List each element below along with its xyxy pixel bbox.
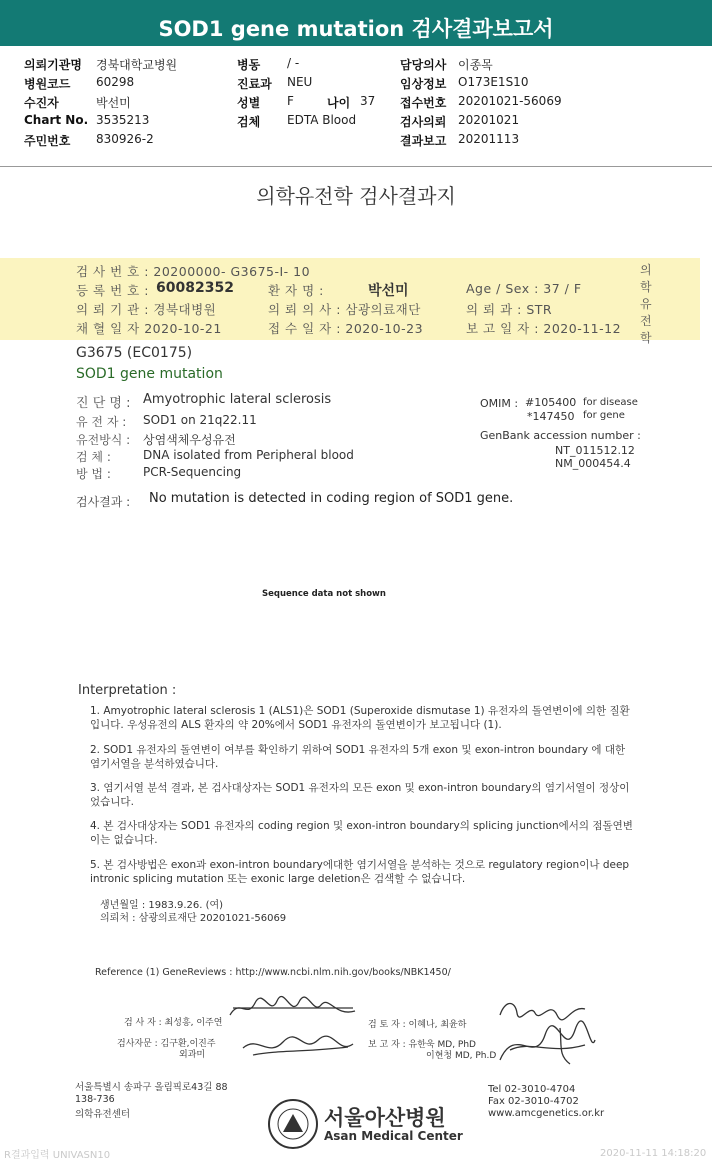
requesting-doctor: 의 뢰 의 사 : 삼광의료재단 bbox=[268, 302, 421, 317]
consultant-label-2: 외과미 bbox=[179, 1050, 206, 1060]
patient-name-value: 박선미 bbox=[368, 283, 409, 299]
test-name: SOD1 gene mutation bbox=[76, 366, 223, 382]
requesting-dept: 의 뢰 과 : STR bbox=[466, 302, 553, 317]
address-line-2: 138-736 bbox=[75, 1094, 115, 1105]
hospital-code-value: 60298 bbox=[96, 75, 135, 89]
report-date-label: 결과보고 bbox=[400, 134, 447, 148]
report-sheet-title: 의학유전학 검사결과지 bbox=[256, 184, 456, 208]
gene-label: 유 전 자 : bbox=[76, 415, 127, 429]
patient-name-label: 환 자 명 : bbox=[268, 283, 324, 298]
sequence-note: Sequence data not shown bbox=[262, 589, 386, 599]
omim-gene-note: for gene bbox=[583, 410, 625, 421]
specimen-type-value: DNA isolated from Peripheral blood bbox=[143, 448, 354, 462]
request-date-value: 20201021 bbox=[458, 113, 520, 127]
doctor-value: 이종목 bbox=[458, 58, 493, 72]
report-title: SOD1 gene mutation 검사결과보고서 bbox=[158, 17, 554, 41]
age-label: 나이 bbox=[327, 96, 351, 110]
reporter-label: 보 고 자 : 유한욱 MD, PhD bbox=[368, 1040, 476, 1050]
patient-value: 박선미 bbox=[96, 96, 131, 110]
diagnosis-value: Amyotrophic lateral sclerosis bbox=[143, 392, 332, 407]
ward-label: 병동 bbox=[237, 58, 261, 72]
resident-no-label: 주민번호 bbox=[24, 134, 71, 148]
birth-date: 생년월일 : 1983.9.26. (여) bbox=[100, 900, 224, 911]
registration-value: 60082352 bbox=[156, 280, 234, 296]
diagnosis-label: 진 단 명 : bbox=[76, 396, 131, 411]
method-label: 방 법 : bbox=[76, 467, 111, 481]
asan-foundation-seal bbox=[267, 1098, 319, 1150]
omim-disease-id: #105400 bbox=[525, 396, 577, 409]
consultant-label: 검사자문 : 김구환,이진주 bbox=[117, 1039, 216, 1049]
header-divider bbox=[0, 166, 712, 167]
patient-label: 수진자 bbox=[24, 96, 59, 110]
received-date: 접 수 일 자 : 2020-10-23 bbox=[268, 321, 424, 336]
ward-value: / - bbox=[287, 56, 300, 70]
genbank-nm: NM_000454.4 bbox=[555, 457, 631, 470]
requesting-org: 의 뢰 기 관 : 경북대병원 bbox=[76, 302, 217, 317]
collection-date: 채 혈 일 자 2020-10-21 bbox=[76, 321, 222, 336]
chart-no-value: 3535213 bbox=[96, 113, 150, 127]
examiner-signature bbox=[225, 993, 360, 1023]
omim-disease-note: for disease bbox=[583, 397, 638, 408]
exam-number: 검 사 번 호 : 20200000- G3675-I- 10 bbox=[76, 264, 311, 279]
registration-label: 등 록 번 호 : bbox=[76, 283, 149, 298]
report-title-bar bbox=[0, 0, 712, 46]
address-line-3: 의학유전센터 bbox=[75, 1109, 131, 1120]
hospital-logo-english: Asan Medical Center bbox=[324, 1129, 463, 1143]
requester-info: 의뢰처 : 삼광의료재단 20201021-56069 bbox=[100, 913, 287, 924]
resident-no-value: 830926-2 bbox=[96, 132, 154, 146]
phone: Tel 02-3010-4704 bbox=[488, 1084, 576, 1095]
org-label: 의뢰기관명 bbox=[24, 58, 82, 72]
receipt-no-value: 20201021-56069 bbox=[458, 94, 562, 108]
examiner-label: 검 사 자 : 최성흥, 이주연 bbox=[124, 1018, 223, 1028]
inheritance-label: 유전방식 : bbox=[76, 433, 131, 447]
reported-date: 보 고 일 자 : 2020-11-12 bbox=[466, 321, 622, 336]
sex-label: 성별 bbox=[237, 96, 261, 110]
header-col-1 bbox=[24, 56, 178, 151]
interpretation-item: 2. SOD1 유전자의 돌연변이 여부를 확인하기 위하여 SOD1 유전자의 5개 exon 및 exon-intron boundary 에 대한 염기서열을 분석하였습니다. bbox=[90, 744, 626, 770]
method-value: PCR-Sequencing bbox=[143, 465, 242, 479]
report-date-value: 20201113 bbox=[458, 132, 520, 146]
interpretation-item: 3. 염기서열 분석 결과, 본 검사대상자는 SOD1 유전자의 모든 exon 및 exon-intron boundary의 염기서열이 정상이었습니다. bbox=[90, 782, 630, 808]
clinical-info-label: 임상정보 bbox=[400, 77, 447, 91]
result-value: No mutation is detected in coding region of SOD1 gene. bbox=[149, 491, 514, 506]
clinical-info-value: O173E1S10 bbox=[458, 75, 529, 89]
gene-value: SOD1 on 21q22.11 bbox=[143, 413, 257, 427]
specimen-label: 검체 bbox=[237, 115, 261, 129]
header-col-2 bbox=[237, 56, 376, 132]
interpretation-item: 5. 본 검사방법은 exon과 exon-intron boundary에대한 염기서열을 분석하는 것으로 regulatory region이나 deep intronic splicing mutation 또는 exonic large deletion은 검색할 수 없습니다. bbox=[90, 859, 630, 885]
interpretation-title: Interpretation : bbox=[78, 683, 177, 698]
hospital-code-label: 병원코드 bbox=[24, 77, 71, 91]
inheritance-value: 상염색체우성유전 bbox=[143, 433, 236, 447]
specimen-value: EDTA Blood bbox=[287, 113, 357, 127]
specimen-type-label: 검 체 : bbox=[76, 450, 111, 464]
interpretation-item: 4. 본 검사대상자는 SOD1 유전자의 coding region 및 exon-intron boundary의 splicing junction에서의 점돌연변이는 없습니다. bbox=[90, 820, 633, 846]
genbank-nt: NT_011512.12 bbox=[555, 444, 635, 457]
side-department-text: 의학유전학 bbox=[640, 263, 652, 345]
reviewer-label: 검 토 자 : 이혜나, 최윤하 bbox=[368, 1020, 467, 1030]
address-line-1: 서울특별시 송파구 올림픽로43길 88 bbox=[75, 1082, 228, 1093]
omim-gene-id: *147450 bbox=[527, 410, 575, 423]
header-col-3 bbox=[400, 56, 562, 151]
reference: Reference (1) GeneReviews : http://www.ncbi.nlm.nih.gov/books/NBK1450/ bbox=[95, 967, 451, 978]
genbank-label: GenBank accession number : bbox=[480, 429, 641, 442]
request-date-label: 검사의뢰 bbox=[400, 115, 447, 129]
footer-system-id: R결과입력 UNIVASN10 bbox=[4, 1150, 111, 1161]
age-sex: Age / Sex : 37 / F bbox=[466, 281, 582, 296]
interpretation-item: 1. Amyotrophic lateral sclerosis 1 (ALS1)은 SOD1 (Superoxide dismutase 1) 유전자의 돌연변이에 의한 질환입니다. 우성유전의 ALS 환자의 약 20%에서 SOD1 유전자의 돌연변이가 보고됩니다 (1). bbox=[90, 705, 630, 731]
age-value: 37 bbox=[360, 94, 376, 108]
reporter-label-2: 이현청 MD, Ph.D bbox=[426, 1051, 497, 1061]
result-label: 검사결과 : bbox=[76, 495, 131, 509]
website: www.amcgenetics.or.kr bbox=[488, 1108, 605, 1119]
chart-no-label: Chart No. bbox=[24, 113, 89, 127]
org-value: 경북대학교병원 bbox=[96, 58, 178, 72]
reporter-signature bbox=[490, 1020, 600, 1068]
consultant-signature bbox=[238, 1030, 358, 1060]
dept-label: 진료과 bbox=[237, 77, 272, 91]
hospital-logo-korean: 서울아산병원 bbox=[324, 1106, 446, 1130]
test-code: G3675 (EC0175) bbox=[76, 345, 193, 361]
footer-timestamp: 2020-11-11 14:18:20 bbox=[600, 1148, 707, 1159]
sex-value: F bbox=[287, 94, 294, 108]
fax: Fax 02-3010-4702 bbox=[488, 1096, 579, 1107]
omim-label: OMIM : bbox=[480, 397, 519, 410]
doctor-label: 담당의사 bbox=[400, 58, 447, 72]
receipt-no-label: 접수번호 bbox=[400, 96, 447, 110]
dept-value: NEU bbox=[287, 75, 313, 89]
